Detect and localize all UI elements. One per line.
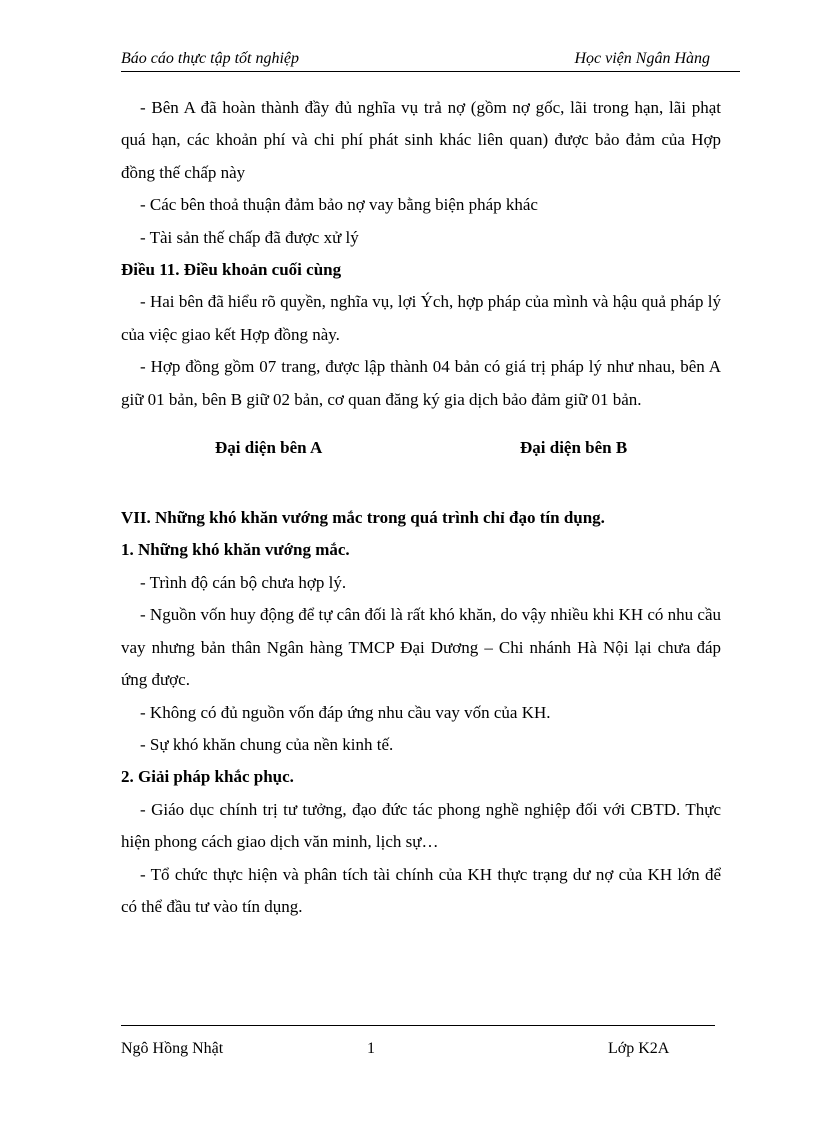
header-institution: Học viện Ngân Hàng xyxy=(574,50,710,67)
paragraph-staff-level: - Trình độ cán bộ chưa hợp lý. xyxy=(140,572,347,592)
paragraph-other-measures: - Các bên thoả thuận đảm bảo nợ vay bằng biện pháp khác xyxy=(140,195,538,215)
footer-class: Lớp K2A xyxy=(608,1040,670,1057)
paragraph-insufficient-capital: - Không có đủ nguồn vốn đáp ứng nhu cầu vay vốn của KH. xyxy=(140,702,551,722)
paragraph-economic-difficulty: - Sự khó khăn chung của nền kinh tế. xyxy=(140,734,394,754)
signature-party-a: Đại diện bên A xyxy=(215,438,323,458)
paragraph-political-education: - Giáo dục chính trị tư tưởng, đạo đức tác phong nghề nghiệp đối với CBTD. Thực hiện phong cách giao dịch văn minh, lịch sự… xyxy=(121,799,721,852)
signature-party-b: Đại diện bên B xyxy=(520,438,628,458)
paragraph-capital-source: - Nguồn vốn huy động để tự cân đối là rất khó khăn, do vậy nhiều khi KH có nhu cầu vay nhưng bản thân Ngân hàng TMCP Đại Dương – Chi nhánh Hà Nội lại chưa đáp ứng được. xyxy=(121,605,721,690)
signature-row xyxy=(121,432,721,464)
footer-divider xyxy=(121,1025,715,1026)
footer-author: Ngô Hồng Nhật xyxy=(121,1040,224,1057)
heading-article-11: Điều 11. Điều khoản cuối cùng xyxy=(121,260,342,280)
footer-page-number: 1 xyxy=(367,1040,375,1057)
paragraph-obligation-complete: - Bên A đã hoàn thành đầy đủ nghĩa vụ trả nợ (gồm nợ gốc, lãi trong hạn, lãi phạt quá hạn, các khoản phí và chi phí phát sinh khác liên quan) được bảo đảm của Hợp đồng thế chấp này xyxy=(121,98,721,182)
paragraph-financial-analysis: - Tổ chức thực hiện và phân tích tài chính của KH thực trạng dư nợ của KH lớn để có thể đầu tư vào tín dụng. xyxy=(121,864,721,916)
paragraph-asset-handled: - Tài sản thế chấp đã được xử lý xyxy=(140,227,359,247)
paragraph-rights-understood: - Hai bên đã hiểu rõ quyền, nghĩa vụ, lợi Ých, hợp pháp của mình và hậu quả pháp lý của việc giao kết Hợp đồng này. xyxy=(121,292,721,344)
page-header xyxy=(121,49,740,72)
header-report-title: Báo cáo thực tập tốt nghiệp xyxy=(121,50,300,67)
heading-difficulties: 1. Những khó khăn vướng mắc. xyxy=(121,540,350,560)
heading-solutions: 2. Giải pháp khắc phục. xyxy=(121,767,294,787)
document-body xyxy=(121,92,721,923)
heading-section-vii: VII. Những khó khăn vướng mắc trong quá trình chỉ đạo tín dụng. xyxy=(121,508,605,528)
paragraph-contract-copies: - Hợp đồng gồm 07 trang, được lập thành 04 bản có giá trị pháp lý như nhau, bên A giữ 01 bản, bên B giữ 02 bản, cơ quan đăng ký gia dịch bảo đảm giữ 01 bản. xyxy=(121,357,721,409)
